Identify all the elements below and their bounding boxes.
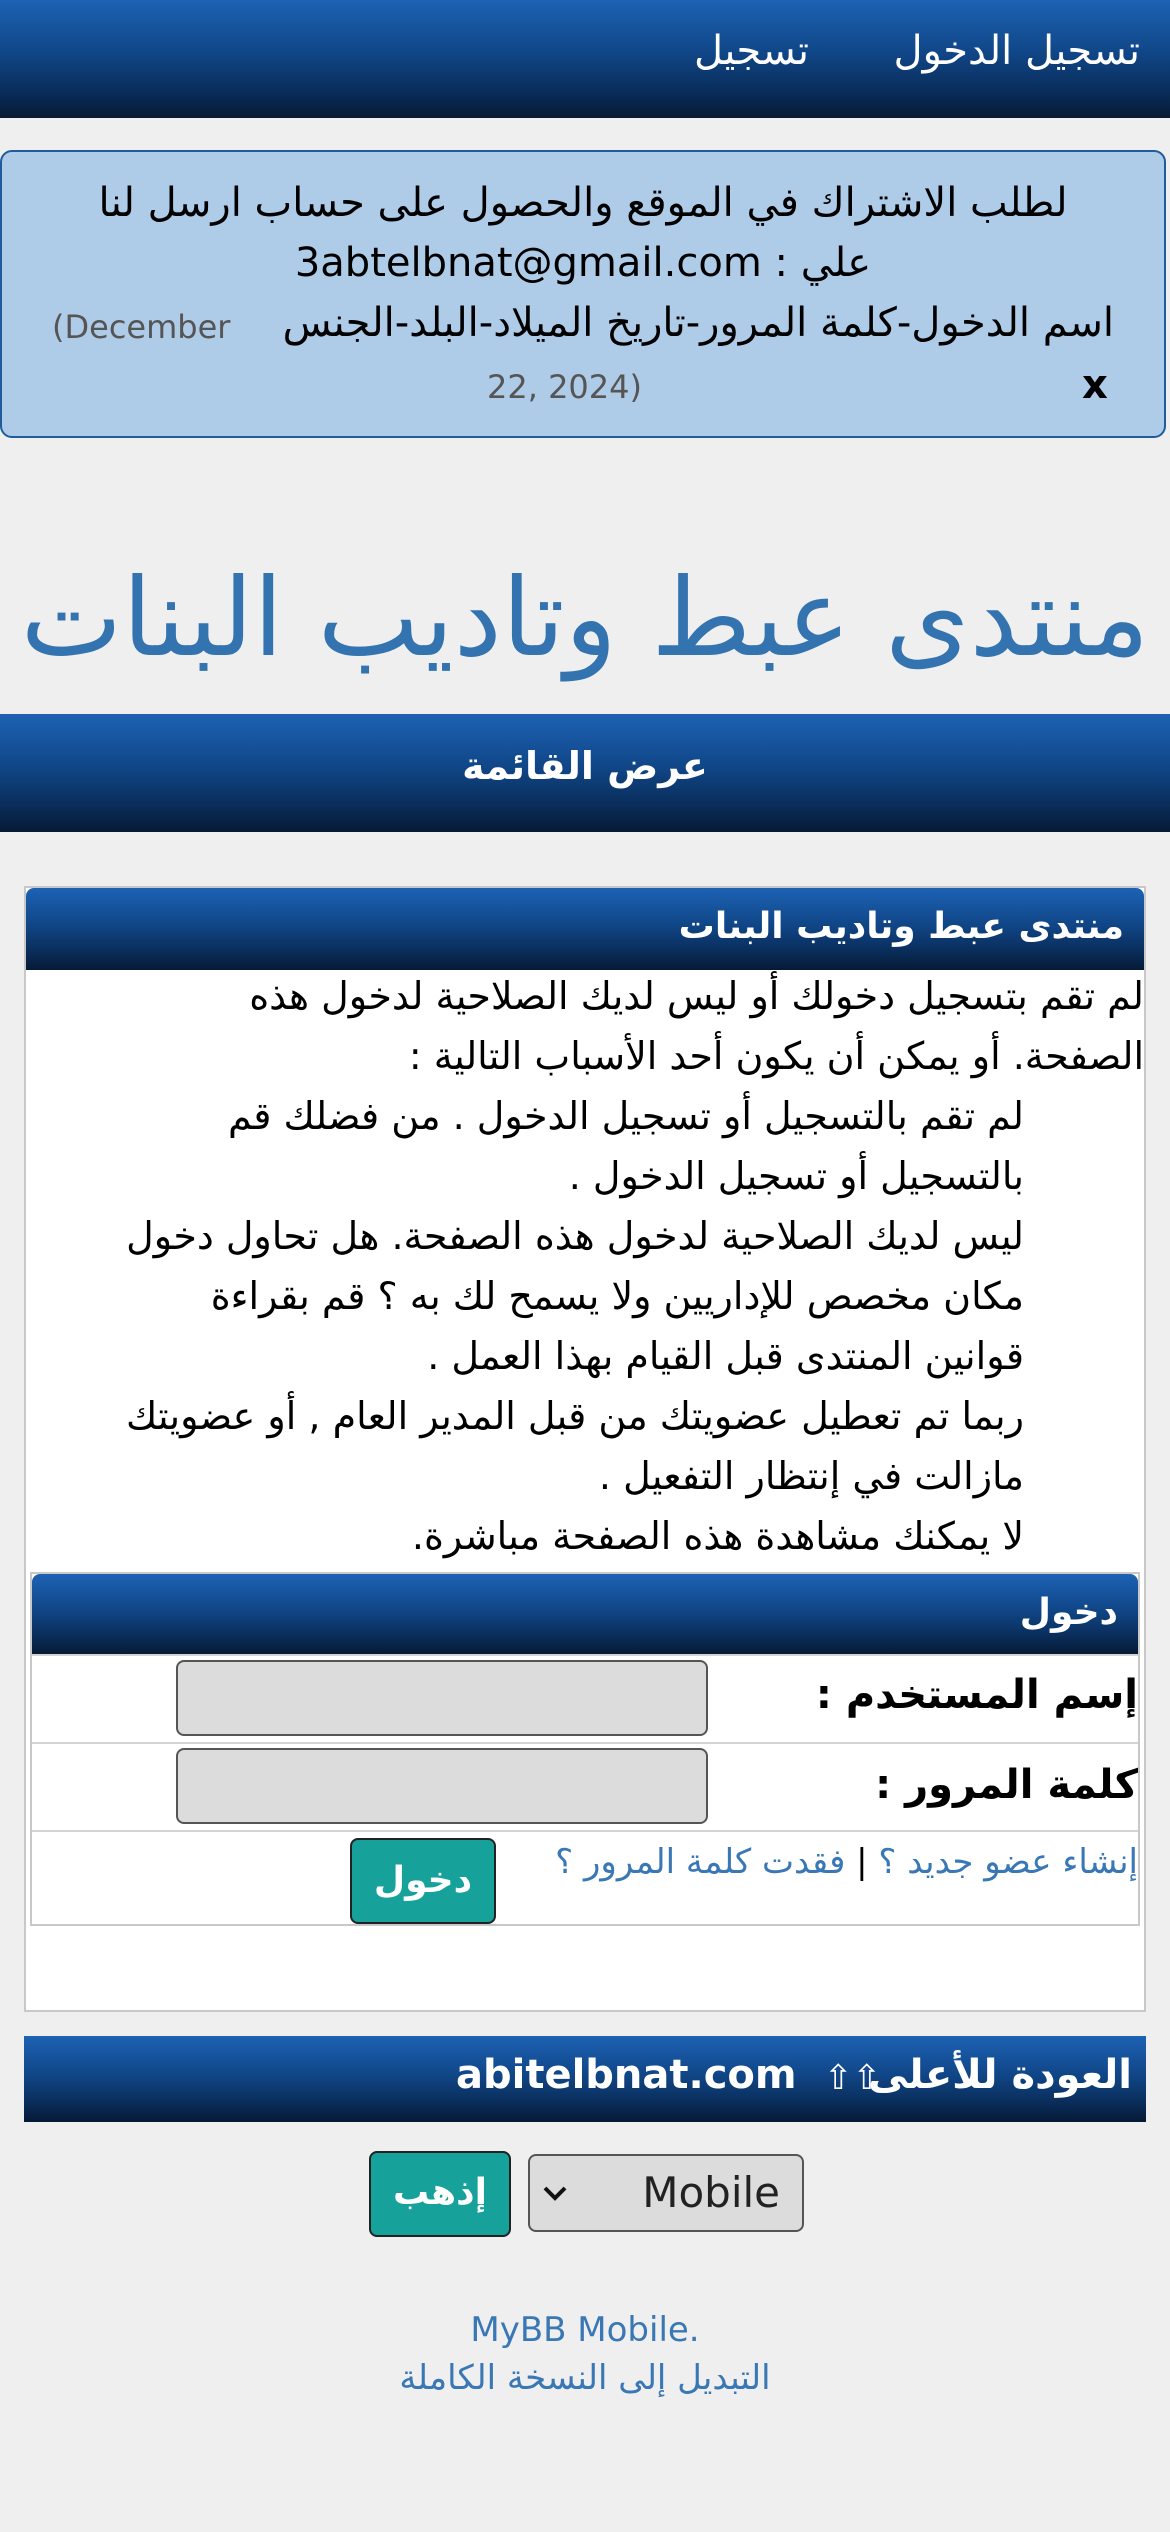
login-form [30, 1572, 1140, 1926]
menu-toggle-label[interactable]: عرض القائمة [462, 744, 708, 788]
message-line: لم تقم بتسجيل دخولك أو ليس لديك الصلاحية لدخول هذه [249, 974, 1144, 1018]
chevron-down-icon [542, 2180, 568, 2206]
login-links [555, 1842, 1138, 1882]
notice-line-1: لطلب الاشتراك في الموقع والحصول على حساب ارسل لنا [98, 180, 1068, 226]
notice-date-part-2: 22, 2024) [487, 368, 642, 406]
forum-title[interactable]: منتدى عبط وتاديب البنات [20, 556, 1150, 681]
login-header [32, 1574, 1138, 1654]
login-link[interactable]: تسجيل الدخول [893, 28, 1140, 74]
panel-header [26, 888, 1144, 970]
up-arrows-icon[interactable]: ⇧⇧ [824, 2058, 881, 2098]
error-panel [24, 886, 1146, 2012]
message-line: الصفحة. أو يمكن أن يكون أحد الأسباب التالية : [408, 1034, 1144, 1078]
top-nav-bar [0, 0, 1170, 118]
message-line: مكان مخصص للإداريين ولا يسمح لك به ؟ قم بقراءة [210, 1274, 1024, 1318]
register-link[interactable]: تسجيل [694, 28, 809, 74]
lost-password-link[interactable]: فقدت كلمة المرور ؟ [555, 1842, 846, 1882]
theme-select-value: Mobile [642, 2168, 780, 2217]
notice-close-button[interactable]: x [1082, 362, 1108, 408]
notice-line-2: علي : 3abtelbnat@gmail.com [294, 240, 872, 286]
panel-title: منتدى عبط وتاديب البنات [678, 906, 1124, 947]
footer-mybb-link[interactable]: MyBB Mobile. [470, 2310, 700, 2350]
theme-go-button[interactable]: إذهب [369, 2151, 511, 2237]
username-row [32, 1654, 1138, 1742]
message-line: لم تقم بالتسجيل أو تسجيل الدخول . من فضلك قم [227, 1094, 1024, 1138]
message-line: ربما تم تعطيل عضويتك من قبل المدير العام , أو عضويتك [126, 1394, 1024, 1438]
site-home-link[interactable]: abitelbnat.com [456, 2052, 797, 2098]
login-title: دخول [1019, 1592, 1118, 1633]
login-submit-button[interactable]: دخول [350, 1838, 496, 1924]
footer-full-version-link[interactable]: التبديل إلى النسخة الكاملة [399, 2358, 771, 2398]
message-line: قوانين المنتدى قبل القيام بهذا العمل . [427, 1334, 1024, 1378]
login-actions-row [32, 1830, 1138, 1926]
new-member-link[interactable]: إنشاء عضو جديد ؟ [878, 1842, 1138, 1882]
username-label: إسم المستخدم : [815, 1672, 1138, 1718]
password-row [32, 1742, 1138, 1830]
subscription-notice [0, 150, 1166, 438]
theme-select[interactable] [528, 2154, 804, 2232]
message-line: لا يمكنك مشاهدة هذه الصفحة مباشرة. [411, 1514, 1024, 1558]
menu-toggle-bar[interactable] [0, 714, 1170, 832]
link-separator: | [856, 1842, 868, 1882]
message-line: مازالت في إنتظار التفعيل . [598, 1454, 1024, 1498]
message-line: ليس لديك الصلاحية لدخول هذه الصفحة. هل تحاول دخول [126, 1214, 1024, 1258]
password-label: كلمة المرور : [875, 1762, 1138, 1808]
back-to-top-link[interactable]: العودة للأعلى [868, 2052, 1132, 2098]
back-to-top-bar [24, 2036, 1146, 2122]
notice-line-3: اسم الدخول-كلمة المرور-تاريخ الميلاد-البلد-الجنس [282, 300, 1114, 346]
notice-date-part-1: (December [52, 308, 231, 346]
username-input[interactable] [176, 1660, 708, 1736]
password-input[interactable] [176, 1748, 708, 1824]
message-line: بالتسجيل أو تسجيل الدخول . [568, 1154, 1024, 1198]
